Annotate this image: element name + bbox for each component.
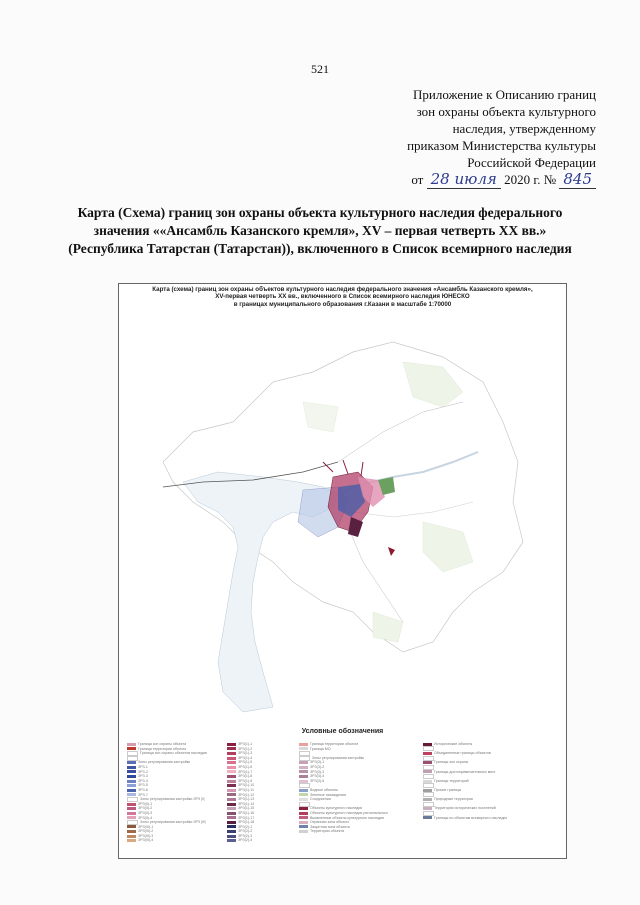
legend-label: Сооружения: [310, 797, 331, 802]
legend-swatch: [127, 761, 136, 764]
legend-swatch: [423, 802, 434, 807]
legend-swatch: [127, 766, 136, 769]
legend-swatch: [423, 765, 434, 770]
green-area: [373, 612, 403, 642]
appendix-line: зон охраны объекта культурного: [416, 104, 596, 119]
legend-label: ЗРЗ(2)-4: [238, 838, 253, 843]
order-line: [346, 171, 596, 188]
order-date-handwritten: 28 июля: [427, 170, 501, 189]
legend-swatch: [227, 770, 236, 773]
legend-label: Зоны регулирования застройки: [138, 760, 191, 765]
legend-label: Граница МО: [310, 746, 331, 751]
legend-label: ЗРЗ(3)-5: [310, 778, 325, 783]
order-year: 2020 г.: [504, 172, 541, 187]
legend-swatch: [299, 812, 308, 815]
legend-swatch: [423, 756, 434, 761]
order-prefix: от: [411, 172, 424, 187]
page-number: 521: [311, 62, 329, 76]
legend-label: Граница территории объекта: [138, 746, 187, 751]
legend-label: Зоны регулирования застройки: [312, 755, 365, 760]
legend-swatch: [299, 766, 308, 769]
legend-swatch: [423, 780, 432, 783]
legend-swatch: [227, 807, 236, 810]
legend-swatch: [299, 770, 308, 773]
legend-swatch: [299, 807, 308, 810]
legend-swatch: [227, 766, 236, 769]
legend-swatch: [127, 830, 136, 833]
legend-label: ЗРЗ(III)-2: [138, 829, 154, 834]
legend-swatch: [299, 802, 310, 807]
legend-label: ЗРЗ(3)-1: [310, 760, 325, 765]
legend-swatch: [127, 789, 136, 792]
legend-swatch: [227, 793, 236, 796]
legend-label: Водные объекты: [310, 787, 339, 792]
green-area: [403, 362, 463, 407]
legend-swatch: [227, 821, 236, 824]
legend-swatch: [127, 747, 136, 750]
legend-column-4: [423, 742, 561, 820]
legend-label: ЗРЗ(3)-3: [310, 769, 325, 774]
legend-label: Объекты культурного наследия регионального: [310, 810, 388, 815]
appendix-line: наследия, утвержденному: [452, 121, 596, 136]
legend-label: ЗРЗ(2)-1: [238, 824, 253, 829]
legend-swatch: [127, 816, 136, 819]
appendix-block: [346, 86, 596, 188]
legend-label: ЗРЗ(1)-10: [238, 783, 255, 788]
legend-label: ЗРЗ(1)-11: [238, 787, 254, 792]
legend-swatch: [127, 825, 136, 828]
legend-label: ЗРЗ(1)-1: [238, 742, 253, 746]
legend-column-2: [227, 742, 295, 843]
legend-label: Зоны регулирования застройки ЗРЗ (II): [140, 797, 206, 802]
legend-swatch: [423, 798, 432, 801]
legend-label: Прочие границы: [434, 787, 462, 792]
green-area: [303, 402, 338, 432]
legend-swatch: [423, 816, 432, 819]
legend-swatch: [227, 835, 236, 838]
legend-label: Границы достопримечательных мест: [434, 769, 496, 774]
legend-swatch: [299, 761, 308, 764]
legend-swatch: [127, 770, 136, 773]
protection-zone-red: [388, 547, 395, 556]
legend-swatch: [299, 816, 308, 819]
legend-swatch: [127, 812, 136, 815]
legend-label: ЗРЗ(II)-3: [138, 810, 153, 815]
legend-label: Границы по объектам всемирного наследия: [434, 815, 508, 820]
legend-item: [423, 816, 561, 821]
legend-label: Граница территории объекта: [310, 742, 359, 746]
legend-swatch: [227, 747, 236, 750]
map-drawing: [123, 312, 562, 724]
legend-label: ЗРЗ(3)-4: [310, 774, 325, 779]
legend-swatch: [423, 807, 432, 810]
legend-swatch: [127, 793, 136, 796]
legend-label: ЗРЗ(1)-16: [238, 810, 255, 815]
legend-swatch: [299, 789, 308, 792]
legend-swatch: [127, 775, 136, 778]
legend-swatch: [227, 825, 236, 828]
legend-swatch: [299, 825, 308, 828]
legend-swatch: [227, 752, 236, 755]
legend-label: ЗРЗ(1)-8: [238, 774, 253, 779]
legend-swatch: [227, 743, 236, 746]
legend-label: ЗРЗ(1)-18: [238, 820, 255, 825]
legend-label: ЗРЗ(II)-2: [138, 806, 153, 811]
order-no-label: №: [543, 172, 557, 187]
legend-label: ЗРЗ(1)-17: [238, 815, 255, 820]
legend-label: ЗРЗ(2)-2: [238, 829, 253, 834]
legend-swatch: [423, 792, 434, 797]
legend-swatch: [227, 830, 236, 833]
legend-swatch: [423, 746, 434, 751]
legend-swatch: [127, 803, 136, 806]
legend-swatch: [423, 789, 432, 792]
legend-label: ЗРЗ-3: [138, 774, 148, 779]
legend-label: ЗРЗ-2: [138, 769, 148, 774]
map-header-line: Карта (схема) границ зон охраны объектов культурного наследия федерального значения «Ансамбль Казанского кремля»,: [152, 286, 533, 293]
legend-label: ЗРЗ(1)-9: [238, 778, 253, 783]
legend-swatch: [127, 835, 136, 838]
legend-swatch: [227, 812, 236, 815]
legend-label: Исторические объекты: [434, 742, 473, 746]
legend-swatch: [227, 816, 236, 819]
legend-label: Защитная зона объекта: [310, 824, 350, 829]
legend-swatch: [227, 798, 236, 801]
legend-label: ЗРЗ(II)-4: [138, 815, 153, 820]
legend-label: Выявленные объекты культурного наследия: [310, 815, 384, 820]
legend-swatch: [423, 752, 432, 755]
legend-swatch: [299, 783, 310, 788]
legend-label: Природные территории: [434, 797, 474, 802]
legend-label: ЗРЗ(1)-7: [238, 769, 253, 774]
legend-column-3: [299, 742, 419, 834]
legend-label: ЗРЗ(II)-1: [138, 801, 153, 806]
legend-swatch: [227, 784, 236, 787]
appendix-line: Приложение к Описанию границ: [413, 87, 596, 102]
legend-swatch: [299, 780, 308, 783]
legend-swatch: [299, 821, 308, 824]
road: [348, 527, 403, 622]
legend-swatch: [127, 743, 136, 746]
legend-column-1: [127, 742, 223, 843]
green-area: [423, 522, 473, 572]
legend-label: ЗРЗ(1)-13: [238, 797, 255, 802]
order-no-handwritten: 845: [559, 170, 596, 189]
legend-swatch: [227, 780, 236, 783]
map-header-line: в границах муниципального образования г.Казани в масштабе 1:70000: [233, 300, 452, 308]
legend-swatch: [299, 798, 308, 801]
map-header: [119, 286, 566, 308]
legend-label: ЗРЗ(III)-1: [138, 824, 154, 829]
legend-label: Охранная зона объекта: [310, 820, 350, 825]
legend-label: ЗРЗ(1)-2: [238, 746, 253, 751]
document-title: Карта (Схема) границ зон охраны объекта культурного наследия федерального значения ««Ансамбль Казанского кремля», XV – первая четверть XX вв.» (Республика Татарстан (Татарстан)), включенного в Список всемирного наследия: [68, 205, 572, 256]
legend-label: ЗРЗ(3)-2: [310, 764, 325, 769]
legend-swatch: [423, 743, 432, 746]
legend-label: ЗРЗ(1)-4: [238, 755, 253, 760]
legend-swatch: [127, 756, 138, 761]
legend-label: Граница зон охраны объектов наследия: [140, 751, 207, 756]
legend-swatch: [299, 747, 308, 750]
legend-label: ЗРЗ(1)-12: [238, 792, 255, 797]
legend-label: ЗРЗ-5: [138, 783, 148, 788]
legend-swatch: [227, 803, 236, 806]
legend-swatch: [299, 793, 308, 796]
legend-swatch: [127, 797, 138, 802]
legend-label: Зоны регулирования застройки ЗРЗ (III): [140, 820, 207, 825]
legend-label: ЗРЗ(III)-3: [138, 833, 154, 838]
legend-label: ЗРЗ(1)-6: [238, 764, 253, 769]
legend-label: ЗРЗ(1)-3: [238, 751, 253, 756]
legend-swatch: [227, 757, 236, 760]
legend-swatch: [299, 756, 310, 761]
legend-label: Границы зон охраны: [434, 760, 469, 765]
legend-swatch: [299, 775, 308, 778]
legend-swatch: [227, 839, 236, 842]
legend-label: ЗРЗ-7: [138, 792, 148, 797]
legend-label: ЗРЗ-1: [138, 764, 148, 769]
legend-swatch: [127, 784, 136, 787]
legend-label: Территории исторических поселений: [434, 806, 496, 811]
legend-swatch: [423, 811, 434, 816]
appendix-line: Российской Федерации: [467, 155, 596, 170]
legend-label: Объединенные границы объектов: [434, 751, 491, 756]
legend-swatch: [423, 761, 432, 764]
legend-swatch: [127, 820, 138, 825]
legend-item: [127, 838, 223, 843]
legend-title: Условные обозначения: [301, 728, 384, 735]
legend-swatch: [127, 780, 136, 783]
legend-item: [227, 838, 295, 843]
legend-swatch: [299, 830, 308, 833]
legend-swatch: [227, 775, 236, 778]
legend-swatch: [299, 743, 308, 746]
legend-swatch: [227, 761, 236, 764]
legend-label: Зеленые насаждения: [310, 792, 346, 797]
legend-label: ЗРЗ(1)-5: [238, 760, 253, 765]
map-header-line: XV-первая четверть XX вв., включенного в Список всемирного наследия ЮНЕСКО: [215, 293, 470, 301]
legend-label: Границы территорий: [434, 778, 469, 783]
legend-label: Граница зон охраны объекта: [138, 742, 187, 746]
road: [338, 402, 463, 462]
legend-swatch: [423, 783, 434, 788]
legend-swatch: [423, 770, 432, 773]
legend-label: ЗРЗ(2)-3: [238, 833, 253, 838]
map-sheet: [118, 283, 567, 859]
legend-label: ЗРЗ-6: [138, 787, 148, 792]
legend-label: ЗРЗ(III)-4: [138, 838, 154, 843]
legend-swatch: [423, 774, 434, 779]
legend-swatch: [127, 839, 136, 842]
legend-label: Территории объекта: [310, 829, 345, 834]
legend-label: ЗРЗ(1)-15: [238, 806, 255, 811]
legend-label: Объекты культурного наследия: [310, 806, 363, 811]
appendix-line: приказом Министерства культуры: [407, 138, 596, 153]
legend-swatch: [127, 807, 136, 810]
legend-label: ЗРЗ-4: [138, 778, 148, 783]
legend-swatch: [227, 789, 236, 792]
legend-label: ЗРЗ(1)-14: [238, 801, 255, 806]
legend-item: [299, 829, 419, 834]
